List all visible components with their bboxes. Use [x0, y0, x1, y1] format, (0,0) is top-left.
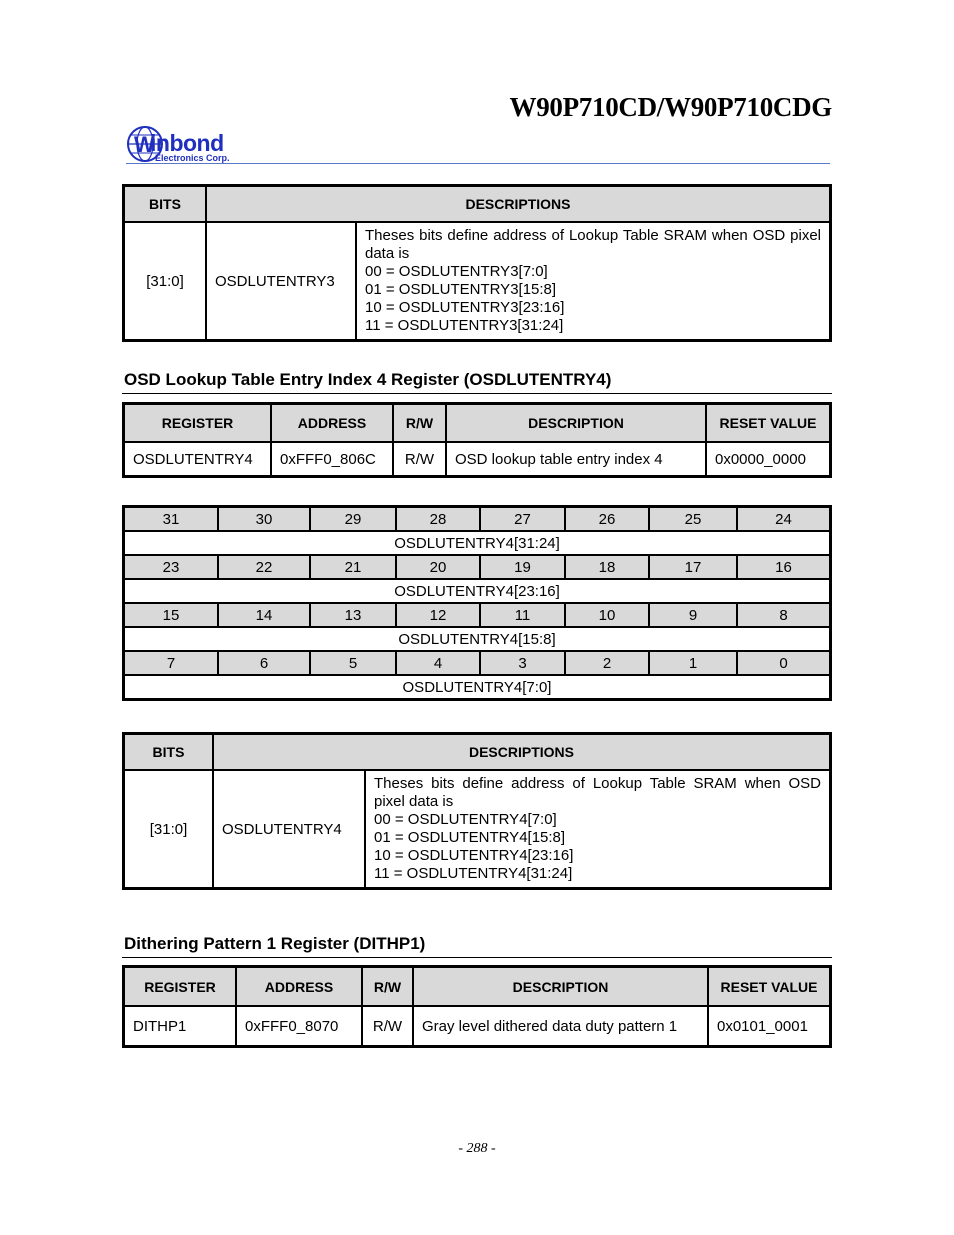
register-header: REGISTER: [124, 404, 271, 442]
description-cell: Gray level dithered data duty pattern 1: [413, 1006, 708, 1046]
bits-range-cell: [31:0]: [124, 770, 213, 888]
bit-number: 1: [649, 651, 737, 675]
description-header: DESCRIPTION: [446, 404, 706, 442]
bits-range-cell: [31:0]: [124, 222, 206, 340]
description-line: 11 = OSDLUTENTRY4[31:24]: [374, 865, 573, 882]
rw-header: R/W: [362, 967, 413, 1006]
section-rule: [122, 957, 832, 958]
rw-header: R/W: [393, 404, 446, 442]
bit-number: 28: [396, 507, 480, 531]
section-rule: [122, 393, 832, 394]
dithp1-register-table: [122, 965, 832, 1048]
address-cell: 0xFFF0_806C: [271, 442, 393, 476]
bit-number: 18: [565, 555, 649, 579]
bits-header: BITS: [124, 186, 206, 222]
description-line: 00 = OSDLUTENTRY3[7:0]: [365, 263, 548, 280]
bit-number: 31: [124, 507, 218, 531]
description-line: 01 = OSDLUTENTRY3[15:8]: [365, 281, 557, 298]
bit-number: 26: [565, 507, 649, 531]
address-header: ADDRESS: [271, 404, 393, 442]
description-line: 00 = OSDLUTENTRY4[7:0]: [374, 811, 557, 828]
bit-number: 17: [649, 555, 737, 579]
section-heading-dithp1: Dithering Pattern 1 Register (DITHP1): [124, 934, 426, 953]
descriptions-header: DESCRIPTIONS: [206, 186, 830, 222]
section-heading-osdlutentry4: OSD Lookup Table Entry Index 4 Register (OSDLUTENTRY4): [124, 370, 612, 389]
reset-value-header: RESET VALUE: [706, 404, 830, 442]
field-name-cell: OSDLUTENTRY4: [213, 770, 365, 888]
page-number: - 288 -: [458, 1141, 496, 1156]
description-line: 10 = OSDLUTENTRY3[23:16]: [365, 299, 565, 316]
bit-number: 19: [480, 555, 565, 579]
bit-number: 3: [480, 651, 565, 675]
description-header: DESCRIPTION: [413, 967, 708, 1006]
bit-number: 15: [124, 603, 218, 627]
rw-cell: R/W: [393, 442, 446, 476]
bit-number: 13: [310, 603, 396, 627]
description-line: 11 = OSDLUTENTRY3[31:24]: [365, 317, 564, 334]
osdlutentry4-bit-map: [122, 505, 832, 701]
bit-number: 21: [310, 555, 396, 579]
bit-number: 16: [737, 555, 830, 579]
bit-number: 22: [218, 555, 310, 579]
bit-number: 11: [480, 603, 565, 627]
rw-cell: R/W: [362, 1006, 413, 1046]
logo-initial: W: [134, 132, 155, 157]
description-line: 01 = OSDLUTENTRY4[15:8]: [374, 829, 566, 846]
address-cell: 0xFFF0_8070: [236, 1006, 362, 1046]
bit-number: 30: [218, 507, 310, 531]
bit-number: 2: [565, 651, 649, 675]
bit-number: 6: [218, 651, 310, 675]
bit-number: 12: [396, 603, 480, 627]
register-name-cell: DITHP1: [124, 1006, 236, 1046]
document-title: W90P710CD/W90P710CDG: [509, 92, 832, 122]
reset-value-header: RESET VALUE: [708, 967, 830, 1006]
bit-number: 9: [649, 603, 737, 627]
bit-number: 7: [124, 651, 218, 675]
field-name-cell: OSDLUTENTRY3: [206, 222, 356, 340]
bit-number: 29: [310, 507, 396, 531]
bit-number: 0: [737, 651, 830, 675]
bit-field-label: OSDLUTENTRY4[7:0]: [124, 675, 830, 699]
reset-value-cell: 0x0101_0001: [708, 1006, 830, 1046]
logo-wordmark: inbond: [150, 130, 224, 156]
entry4-bits-table: [122, 732, 832, 890]
bit-field-label: OSDLUTENTRY4[31:24]: [124, 531, 830, 555]
entry3-bits-table: [122, 184, 832, 342]
logo-subtitle: Electronics Corp.: [155, 153, 230, 163]
address-header: ADDRESS: [236, 967, 362, 1006]
descriptions-header: DESCRIPTIONS: [213, 734, 830, 770]
bit-number: 14: [218, 603, 310, 627]
description-cell: OSD lookup table entry index 4: [446, 442, 706, 476]
bit-number: 20: [396, 555, 480, 579]
bit-number: 25: [649, 507, 737, 531]
bit-field-label: OSDLUTENTRY4[15:8]: [124, 627, 830, 651]
field-description-cell: [356, 222, 830, 340]
bit-field-label: OSDLUTENTRY4[23:16]: [124, 579, 830, 603]
bit-number: 4: [396, 651, 480, 675]
reset-value-cell: 0x0000_0000: [706, 442, 830, 476]
header-rule: [126, 163, 830, 164]
description-intro: Theses bits define address of Lookup Table SRAM when OSD pixel data is: [374, 775, 821, 810]
osdlutentry4-register-table: [122, 402, 832, 478]
bit-number: 10: [565, 603, 649, 627]
bits-header: BITS: [124, 734, 213, 770]
bit-number: 8: [737, 603, 830, 627]
field-description-cell: [365, 770, 830, 888]
register-name-cell: OSDLUTENTRY4: [124, 442, 271, 476]
bit-number: 5: [310, 651, 396, 675]
bit-number: 24: [737, 507, 830, 531]
register-header: REGISTER: [124, 967, 236, 1006]
bit-number: 23: [124, 555, 218, 579]
description-line: 10 = OSDLUTENTRY4[23:16]: [374, 847, 574, 864]
bit-number: 27: [480, 507, 565, 531]
description-intro: Theses bits define address of Lookup Table SRAM when OSD pixel data is: [365, 227, 821, 262]
